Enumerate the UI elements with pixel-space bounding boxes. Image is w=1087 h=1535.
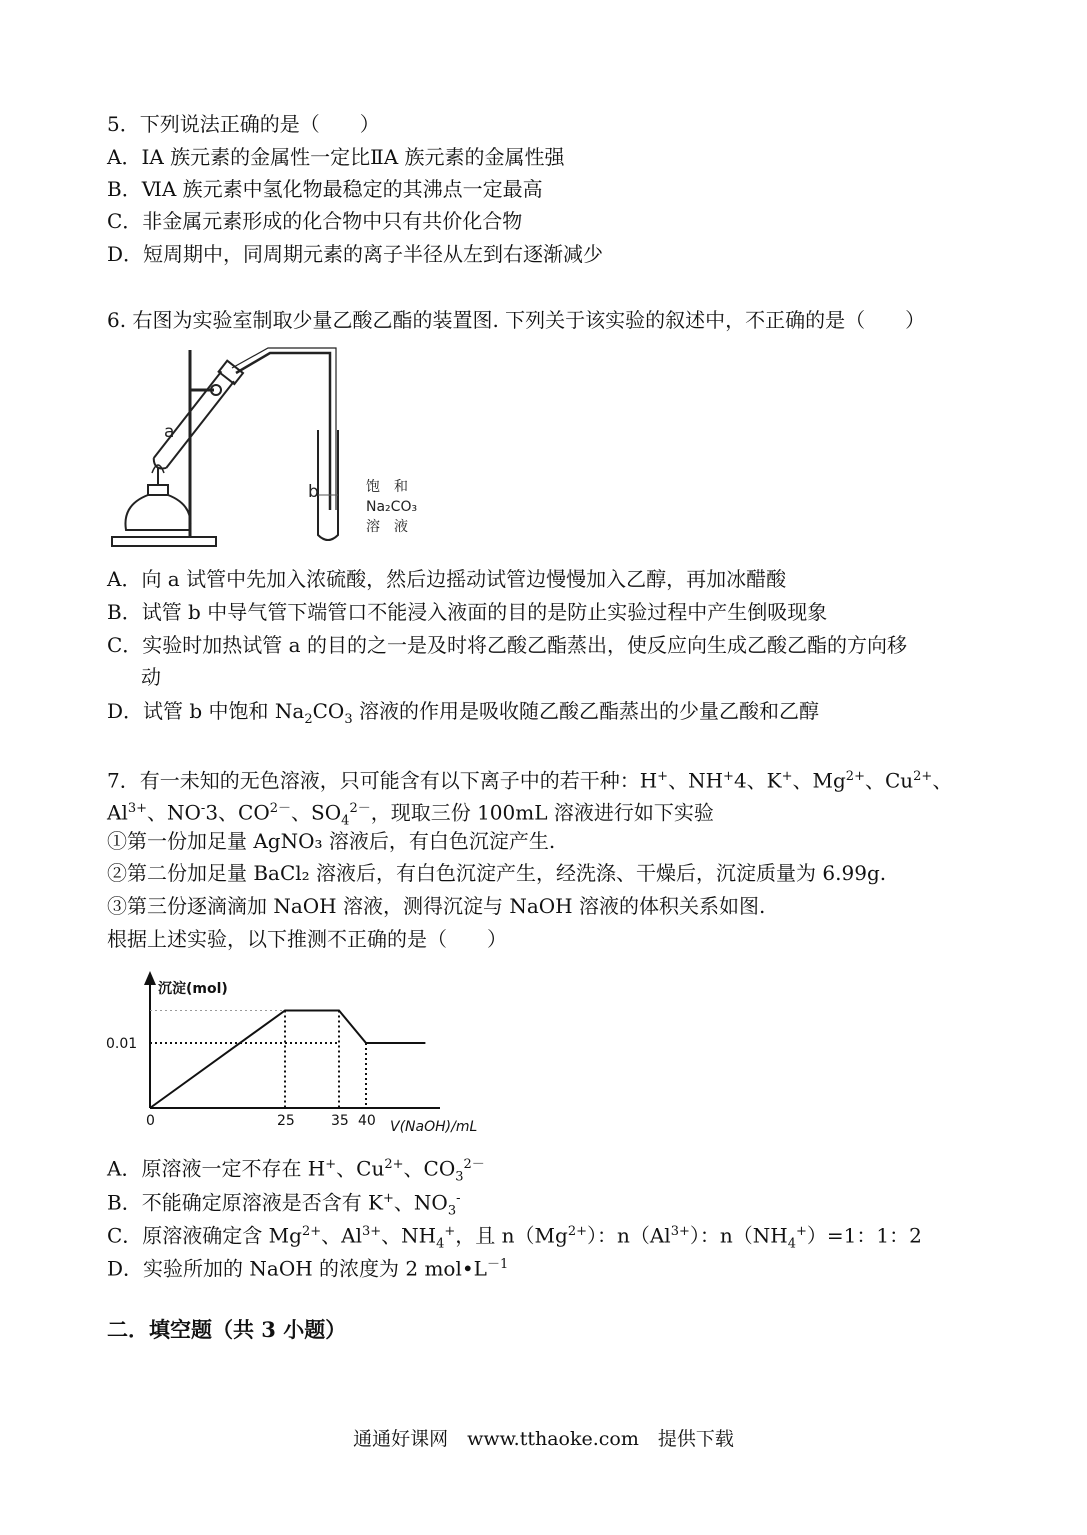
q5-option-a: A．ⅠA 族元素的金属性一定比ⅡA 族元素的金属性强 bbox=[107, 145, 565, 169]
tube-b-label: b bbox=[308, 482, 319, 502]
q7-experiment-2: ②第二份加足量 BaCl₂ 溶液后，有白色沉淀产生，经洗涤、干燥后，沉淀质量为 6.99g. bbox=[107, 861, 887, 885]
y-axis-arrow bbox=[144, 971, 156, 985]
series-line bbox=[150, 1011, 425, 1109]
q6-option-c-line1: C．实验时加热试管 a 的目的之一是及时将乙酸乙酯蒸出，使反应向生成乙酸乙酯的方向移 bbox=[107, 633, 907, 657]
q7-experiment-1: ①第一份加足量 AgNO₃ 溶液后，有白色沉淀产生. bbox=[107, 829, 556, 853]
section-2-heading: 二．填空题（共 3 小题） bbox=[107, 1317, 347, 1342]
x-tick-label-0: 0 bbox=[146, 1113, 155, 1129]
q6-stem: 6. 右图为实验室制取少量乙酸乙酯的装置图. 下列关于该实验的叙述中，不正确的是（ ） bbox=[107, 308, 926, 332]
q7-stem-line1: 7．有一未知的无色溶液，只可能含有以下离子中的若干种：H+、NH+4、K+、$Mg^{2+}$、$Cu^{2+}$、 bbox=[107, 768, 953, 793]
q7-option-b: B．不能确定原溶液是否含有 K+、$NO_3^-$ bbox=[107, 1190, 461, 1219]
q7-experiment-3: ③第三份逐滴滴加 NaOH 溶液，测得沉淀与 NaOH 溶液的体积关系如图. bbox=[107, 894, 766, 918]
q7-option-a: A．原溶液一定不存在 H+、$Cu^{2+}$、$CO_3^{2-}$ bbox=[107, 1156, 485, 1185]
y-axis-label: 沉淀(mol) bbox=[158, 981, 228, 997]
q5-stem: 5．下列说法正确的是（ ） bbox=[107, 112, 380, 136]
q7-option-d: D．实验所加的 NaOH 的浓度为 2 $mol•L^{-1}$ bbox=[107, 1256, 509, 1281]
precipitate-chart bbox=[100, 965, 500, 1145]
x-tick-label-25: 25 bbox=[277, 1113, 295, 1129]
q6-option-b: B．试管 b 中导气管下端管口不能浸入液面的目的是防止实验过程中产生倒吸现象 bbox=[107, 600, 828, 624]
q5-option-c: C．非金属元素形成的化合物中只有共价化合物 bbox=[107, 209, 523, 233]
solution-label-1: 饱 和 bbox=[366, 479, 408, 495]
x-axis-label: V(NaOH)/mL bbox=[390, 1119, 478, 1135]
y-tick-label-0.01: 0.01 bbox=[106, 1036, 138, 1052]
q5-option-d: D．短周期中，同周期元素的离子半径从左到右逐渐减少 bbox=[107, 242, 604, 266]
solution-label-3: 溶 液 bbox=[366, 519, 408, 535]
q7-option-c: C．原溶液确定含 $Mg^{2+}$、$Al^{3+}$、$NH_4^+$，且 $n(Mg^{2+})$：$n(Al^{3+})$：$n(NH_4^+)=1$：1：2 bbox=[107, 1223, 922, 1252]
q6-option-d: D．试管 b 中饱和 $Na_2CO_3$ 溶液的作用是吸收随乙酸乙酯蒸出的少量乙酸和乙醇 bbox=[107, 699, 819, 727]
ester-apparatus-figure bbox=[108, 345, 448, 555]
solution-label-2: Na₂CO₃ bbox=[366, 499, 418, 515]
q6-option-a: A．向 a 试管中先加入浓硫酸，然后边摇动试管边慢慢加入乙醇，再加冰醋酸 bbox=[107, 567, 787, 591]
x-tick-label-35: 35 bbox=[331, 1113, 349, 1129]
page-footer: 通通好课网 www.tthaoke.com 提供下载 bbox=[353, 1428, 734, 1450]
q5-option-b: B．ⅥA 族元素中氢化物最稳定的其沸点一定最高 bbox=[107, 177, 543, 201]
q7-ask: 根据上述实验，以下推测不正确的是（ ） bbox=[107, 927, 507, 951]
q6-option-c-line2: 动 bbox=[141, 665, 161, 689]
tube-a-label: a bbox=[164, 422, 175, 442]
x-tick-label-40: 40 bbox=[358, 1113, 376, 1129]
q7-stem-line2: $Al^{3+}$、NO-3、$CO^{2-}$、$SO_4^{2-}$，现取三份 100mL 溶液进行如下实验 bbox=[107, 800, 714, 829]
